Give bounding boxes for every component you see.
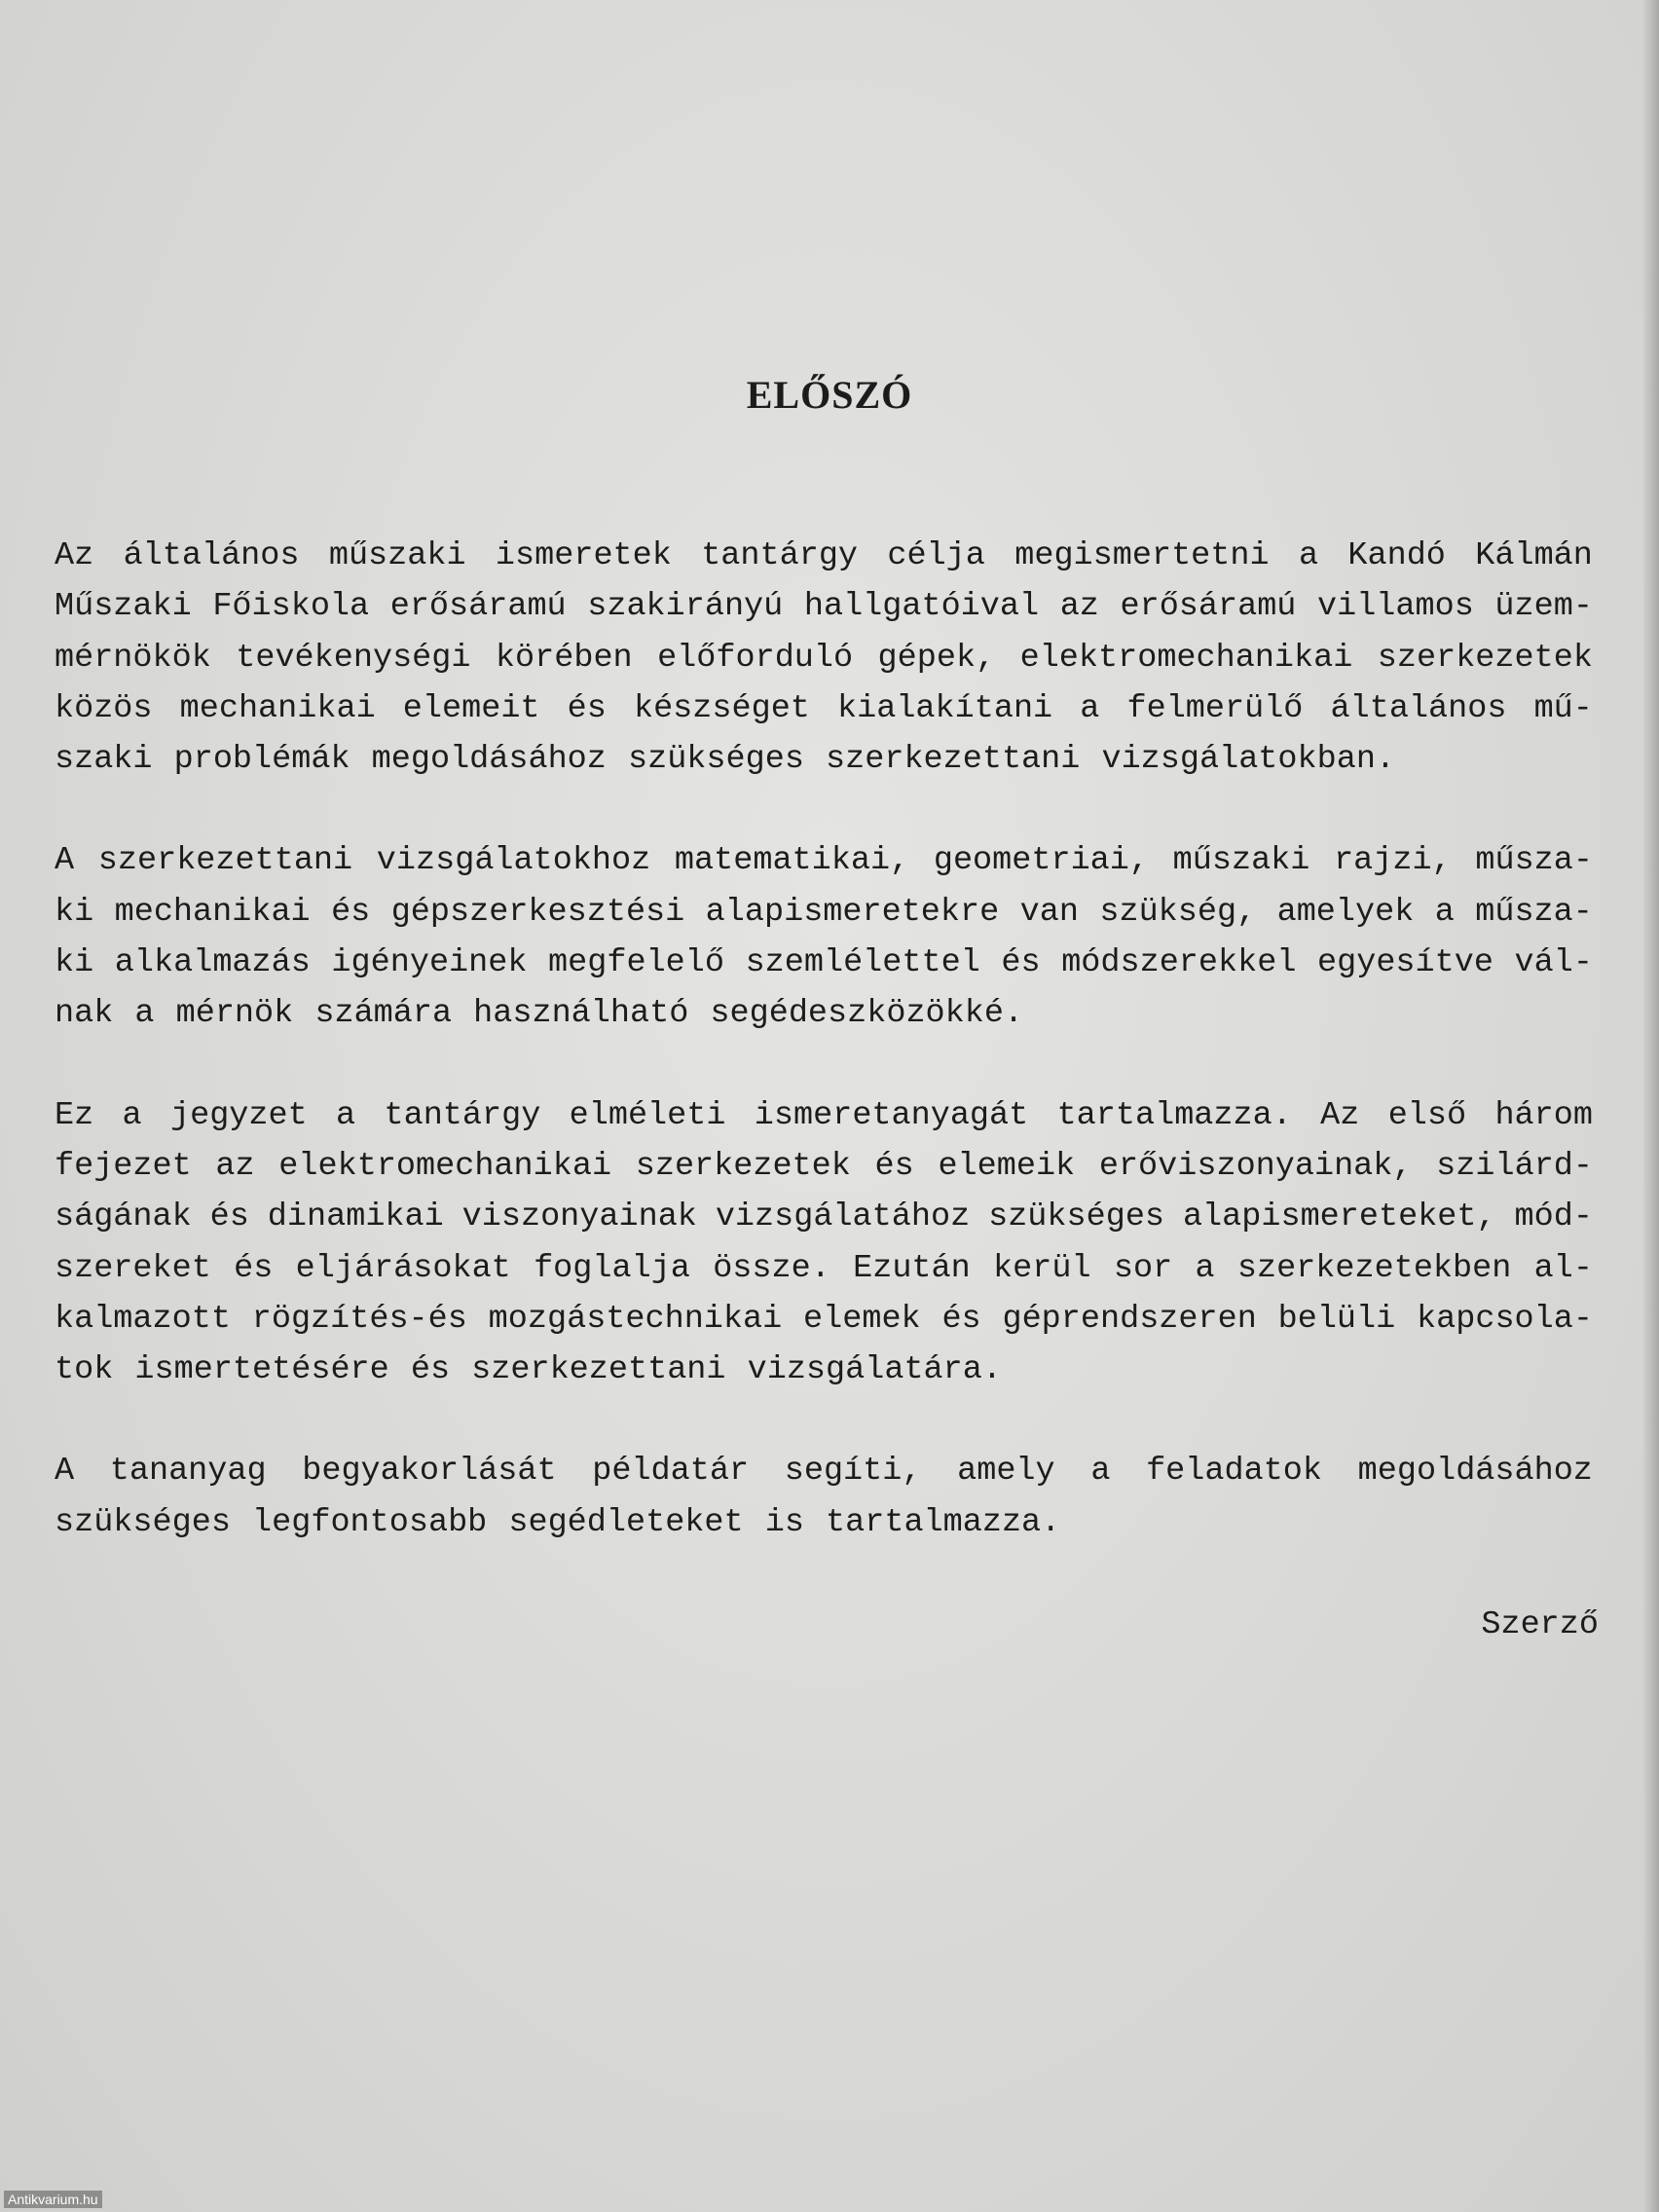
paragraph-4 (55, 1446, 1593, 1548)
text-line: Az általános műszaki ismeretek tantárgy célja megismertetni a Kandó Kálmán (55, 537, 1593, 574)
preface-body (55, 531, 1593, 1599)
text-line: mérnökök tevékenységi körében előforduló gépek, elektromechanikai szerkezetek (55, 639, 1593, 677)
text-line: ki mechanikai és gépszerkesztési alapismeretekre van szükség, amelyek a műsza- (55, 893, 1593, 931)
text-line: szükséges legfontosabb segédleteket is tartalmazza. (55, 1503, 1061, 1541)
text-line: szaki problémák megoldásához szükséges szerkezettani vizsgálatokban. (55, 741, 1396, 779)
watermark-text: Antikvarium.hu (4, 2191, 102, 2208)
page-edge-shadow (1643, 0, 1659, 2212)
author-signature: Szerző (1481, 1606, 1599, 1643)
paragraph-3 (55, 1090, 1593, 1396)
text-line: fejezet az elektromechanikai szerkezetek és elemeik erőviszonyainak, szilárd- (55, 1147, 1593, 1185)
text-line: kalmazott rögzítés-és mozgástechnikai elemek és géprendszeren belüli kapcsola- (55, 1300, 1593, 1338)
text-line: nak a mérnök számára használható segédeszközökké. (55, 995, 1024, 1033)
text-line: ságának és dinamikai viszonyainak vizsgálatához szükséges alapismereteket, mód- (55, 1198, 1593, 1236)
text-line: szereket és eljárásokat foglalja össze. Ezután kerül sor a szerkezetekben al- (55, 1249, 1593, 1287)
text-line: Ez a jegyzet a tantárgy elméleti ismeretanyagát tartalmazza. Az első három (55, 1096, 1593, 1134)
text-line: A szerkezettani vizsgálatokhoz matematikai, geometriai, műszaki rajzi, műsza- (55, 842, 1593, 880)
paragraph-1 (55, 531, 1593, 785)
page-title: ELŐSZÓ (746, 373, 913, 417)
text-line: A tananyag begyakorlását példatár segíti, amely a feladatok megoldásához (55, 1453, 1593, 1491)
text-line: Műszaki Főiskola erősáramú szakirányú hallgatóival az erősáramú villamos üzem- (55, 588, 1593, 626)
text-line: közös mechanikai elemeit és készséget kialakítani a felmerülő általános mű- (55, 689, 1593, 727)
text-line: tok ismertetésére és szerkezettani vizsgálatára. (55, 1351, 1002, 1389)
text-line: ki alkalmazás igényeinek megfelelő szemlélettel és módszerekkel egyesítve vál- (55, 944, 1593, 982)
paragraph-2 (55, 835, 1593, 1039)
